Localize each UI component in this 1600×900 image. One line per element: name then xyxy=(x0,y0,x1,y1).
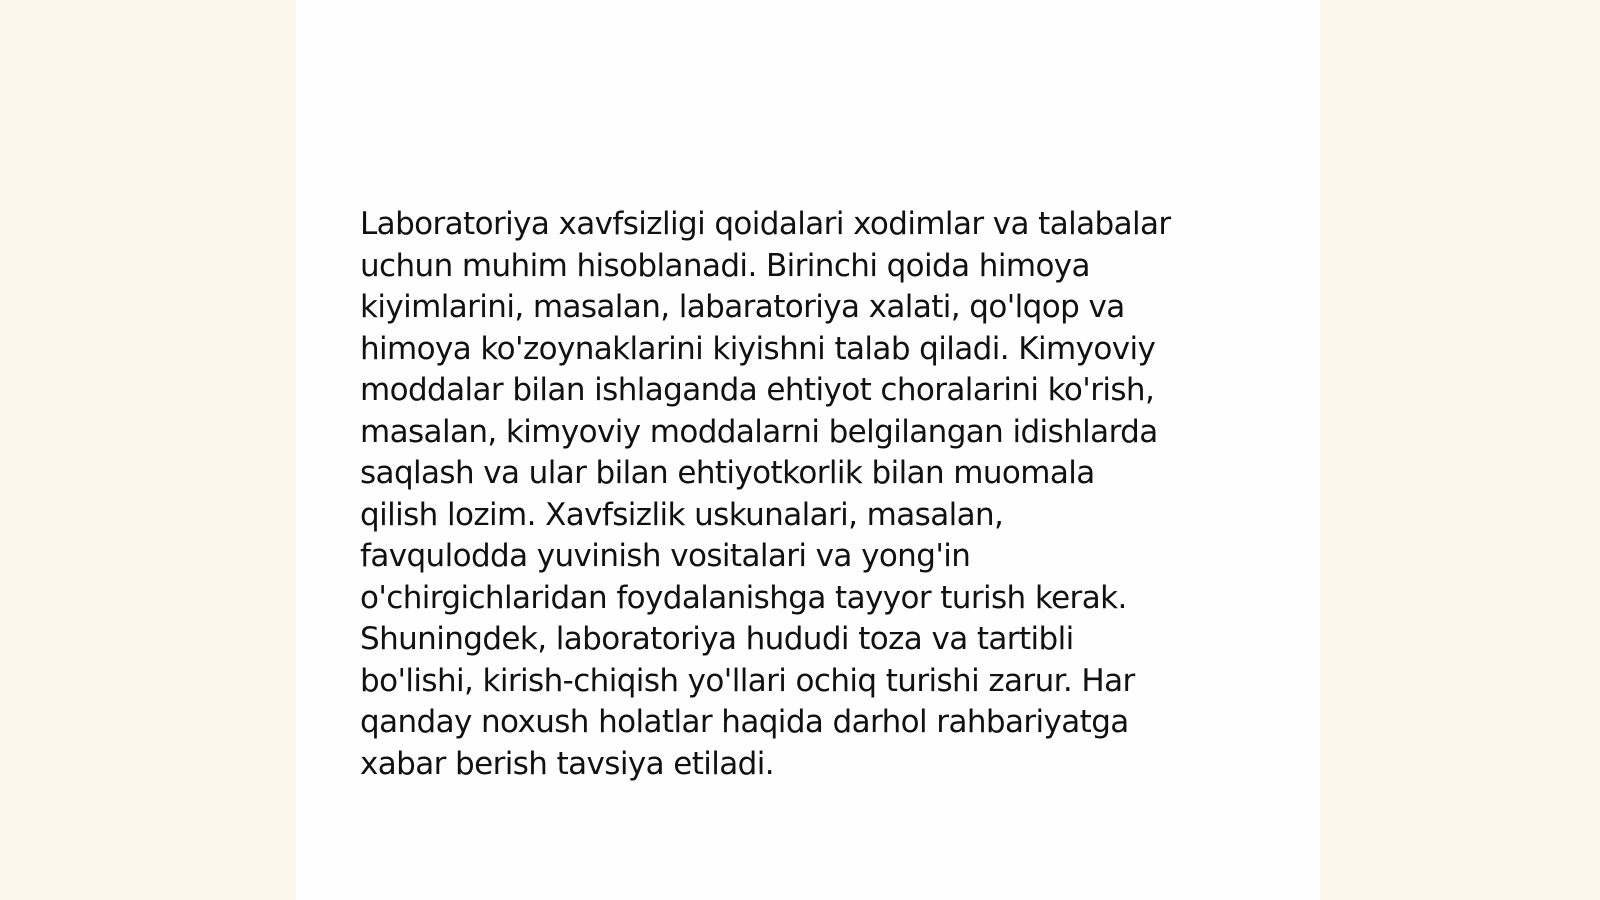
body-paragraph xyxy=(360,204,1280,785)
paragraph-line: masalan, kimyoviy moddalarni belgilangan idishlarda xyxy=(360,413,1158,450)
document-page xyxy=(296,0,1320,900)
paragraph-line: o'chirgichlaridan foydalanishga tayyor turish kerak. xyxy=(360,579,1127,616)
paragraph-line: Laboratoriya xavfsizligi qoidalari xodimlar va talabalar xyxy=(360,206,1171,242)
paragraph-line: qilish lozim. Xavfsizlik uskunalari, masalan, xyxy=(360,496,1004,533)
paragraph-line: Shuningdek, laboratoriya hududi toza va tartibli xyxy=(360,621,1074,657)
paragraph-line: himoya ko'zoynaklarini kiyishni talab qiladi. Kimyoviy xyxy=(360,330,1156,367)
paragraph-line: kiyimlarini, masalan, labaratoriya xalati, qo'lqop va xyxy=(360,289,1125,325)
paragraph-line: favqulodda yuvinish vositalari va yong'in xyxy=(360,538,971,574)
left-margin-area xyxy=(0,0,296,900)
paragraph-line: bo'lishi, kirish-chiqish yo'llari ochiq turishi zarur. Har xyxy=(360,662,1135,699)
paragraph-line: uchun muhim hisoblanadi. Birinchi qoida himoya xyxy=(360,247,1090,284)
paragraph-line: qanday noxush holatlar haqida darhol rahbariyatga xyxy=(360,704,1129,740)
right-margin-area xyxy=(1320,0,1600,900)
paragraph-line: saqlash va ular bilan ehtiyotkorlik bilan muomala xyxy=(360,455,1095,491)
paragraph-line: xabar berish tavsiya etiladi. xyxy=(360,745,775,782)
paragraph-line: moddalar bilan ishlaganda ehtiyot choralarini ko'rish, xyxy=(360,372,1155,408)
